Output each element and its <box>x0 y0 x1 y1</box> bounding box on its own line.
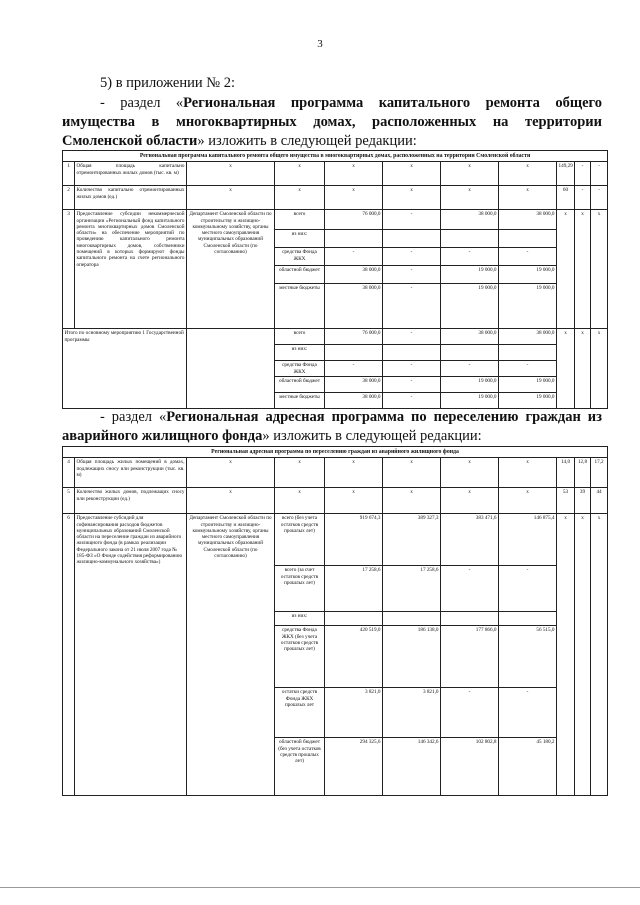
table1-total-label: Итого по основному мероприятию 1 Государственной программы <box>63 329 187 409</box>
table-row: из них: <box>63 345 608 361</box>
table-row: средства Фонда ЖКХ (без учета остатков средств прошлых лет) 420 519,0 186 138,0 177 866,0 56 515,0 <box>63 626 608 688</box>
table-row: 5 Количество жилых домов, подлежащих сносу или реконструкции (ед.) х х х х х х 53 39 44 <box>63 488 608 514</box>
table-row: средства Фонда ЖКХ - - - - <box>63 361 608 377</box>
table-row: областной бюджет (без учета остатков средств прошлых лет) 294 325,6 146 342,6 102 802,8 45 180,2 <box>63 738 608 796</box>
page-number: 3 <box>317 38 323 50</box>
table1-caption: Региональная программа капитального ремонта общего имущества в многоквартирных домах, расположенных на территории Смоленской области <box>63 151 608 162</box>
table-row: областной бюджет 38 000,0 - 19 000,0 19 000,0 <box>63 266 608 284</box>
table-row: 4 Общая площадь жилых помещений в домах, подлежащих сносу или реконструкции (тыс. кв. м) х х х х х х 14,0 12,8 17,2 <box>63 458 608 488</box>
section2-line1: - раздел «Региональная адресная программа по переселению граждан из <box>100 409 602 425</box>
table-row: из них: <box>63 230 608 248</box>
intro-text: 5) в приложении № 2: <box>100 75 235 91</box>
section1-line2: имущества в многоквартирных домах, расположенных на территории <box>62 114 602 130</box>
table-row: местные бюджеты 38 000,0 - 19 000,0 19 000,0 <box>63 284 608 329</box>
section1-line3: Смоленской области» изложить в следующей редакции: <box>62 133 417 149</box>
table-row: остатки средств Фонда ЖКХ прошлых лет 3 821,0 3 821,0 - - <box>63 688 608 738</box>
page-bottom-rule <box>0 887 640 888</box>
table-capital-repair <box>62 150 608 409</box>
table-row: средства Фонда ЖКХ - - - - <box>63 248 608 266</box>
table2-caption: Региональная адресная программа по переселению граждан из аварийного жилищного фонда <box>63 447 608 458</box>
table-row: 3 Предоставление субсидии некоммерческой организации «Региональный фонд капитального ремонта многоквартирных домов Смоленской области» на обеспечение мероприятий по проведению капитального ремонта многоквартирных домов, собственники помещений в которых формируют фонды капитального ремонта на счете регионального оператора Департамент Смоленской области по строительству и жилищно-коммунальному хозяйству, органы местного самоуправления муниципальных образований Смоленской области (по согласованию) всего 76 000,0 - 38 000,0 38 000,0 х х х <box>63 210 608 230</box>
table-row: 1 Общая площадь капитально отремонтированных жилых домов (тыс. кв. м) х х х х х х 149,29 - - <box>63 162 608 186</box>
table-row: из них: <box>63 612 608 626</box>
table-row: областной бюджет 38 000,0 - 19 000,0 19 000,0 <box>63 377 608 393</box>
table-row: местные бюджеты 38 000,0 - 19 000,0 19 000,0 <box>63 393 608 409</box>
table-resettlement <box>62 446 608 796</box>
table-row: 2 Количество капитально отремонтированных жилых домов (ед.) х х х х х х 60 - - <box>63 186 608 210</box>
section1-line1: - раздел «Региональная программа капитального ремонта общего <box>100 95 602 111</box>
table-row: 6 Предоставление субсидий для софинансирования расходов бюджетов муниципальных образований Смоленской области на переселение граждан из аварийного жилищного фонда (в рамках реализации Федерального закона от 21 июля 2007 года № 185-ФЗ «О Фонде содействия реформированию жилищно-коммунального хозяйства») Департамент Смоленской области по строительству и жилищно-коммунальному хозяйству, органы местного самоуправления муниципальных образований Смоленской области (по согласованию) всего (без учета остатков средств прошлых лет) 919 674,3 389 327,3 383 471,6 146 875,4 х х х <box>63 514 608 566</box>
table-row: всего (за счет остатков средств прошлых лет) 17 258,6 17 258,6 - - <box>63 566 608 612</box>
section2-line2: аварийного жилищного фонда» изложить в следующей редакции: <box>62 428 482 444</box>
table-row: Итого по основному мероприятию 1 Государственной программы всего 76 000,0 - 38 000,0 38 000,0 х х х <box>63 329 608 345</box>
